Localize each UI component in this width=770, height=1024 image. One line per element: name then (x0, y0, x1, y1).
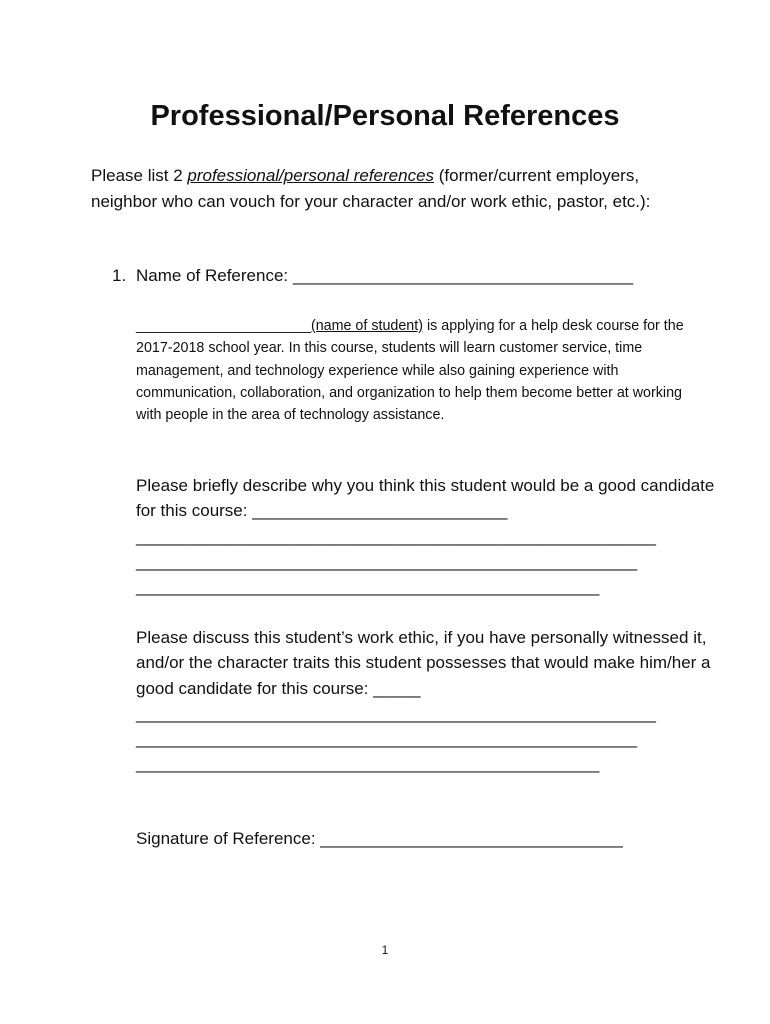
signature-label: Signature of Reference: (136, 829, 321, 848)
page-number: 1 (381, 943, 389, 957)
student-name-field[interactable]: ______________________ (136, 318, 311, 334)
list-number: 1. (112, 266, 127, 285)
reference-name-label: Name of Reference: (136, 266, 293, 285)
work-ethic-answer-line-2[interactable]: _____________________________________________________ (136, 729, 638, 749)
work-ethic-answer-line-1[interactable]: _______________________________________________________ (136, 703, 657, 723)
candidate-answer-line-3[interactable]: _________________________________________________ (136, 577, 600, 597)
reference-name-field[interactable]: ____________________________________ (292, 266, 634, 285)
signature-field[interactable]: ________________________________ (320, 829, 623, 848)
question-work-ethic-text: Please discuss this student’s work ethic, if you have personally witnessed it, and/or the character traits this student possesses that would make him/her a good candidate for this course: (136, 628, 711, 698)
question-candidate-text: Please briefly describe why you think this student would be a good candidate for this course: (136, 476, 715, 521)
candidate-answer-line-2[interactable]: _____________________________________________________ (136, 551, 638, 571)
work-ethic-answer-inline-field[interactable]: _____ (373, 678, 421, 698)
candidate-answer-inline-field[interactable]: ___________________________ (252, 501, 508, 521)
signature-row (136, 826, 736, 851)
intro-emphasis: professional/personal references (187, 166, 435, 185)
intro-paragraph (91, 163, 691, 214)
question-candidate (136, 473, 736, 599)
candidate-answer-line-1[interactable]: _______________________________________________________ (136, 526, 657, 546)
student-name-label: (name of student) (310, 318, 423, 334)
page-title: Professional/Personal References (150, 100, 620, 132)
course-info-paragraph (136, 315, 696, 426)
intro-text-end: (former/current employers, neighbor who can vouch for your character and/or work ethic, pastor, etc.): (91, 166, 651, 211)
intro-text-start: Please list 2 (91, 166, 188, 185)
reference-name-row (112, 263, 712, 288)
course-info-text: is applying for a help desk course for the 2017-2018 school year. In this course, students will learn customer service, time management, and technology experience while also gaining experience with communication, collaboration, and organization to help them become better at working with people in the area of technology assistance. (136, 318, 684, 424)
work-ethic-answer-line-3[interactable]: _________________________________________________ (136, 754, 600, 774)
question-work-ethic (136, 625, 736, 777)
